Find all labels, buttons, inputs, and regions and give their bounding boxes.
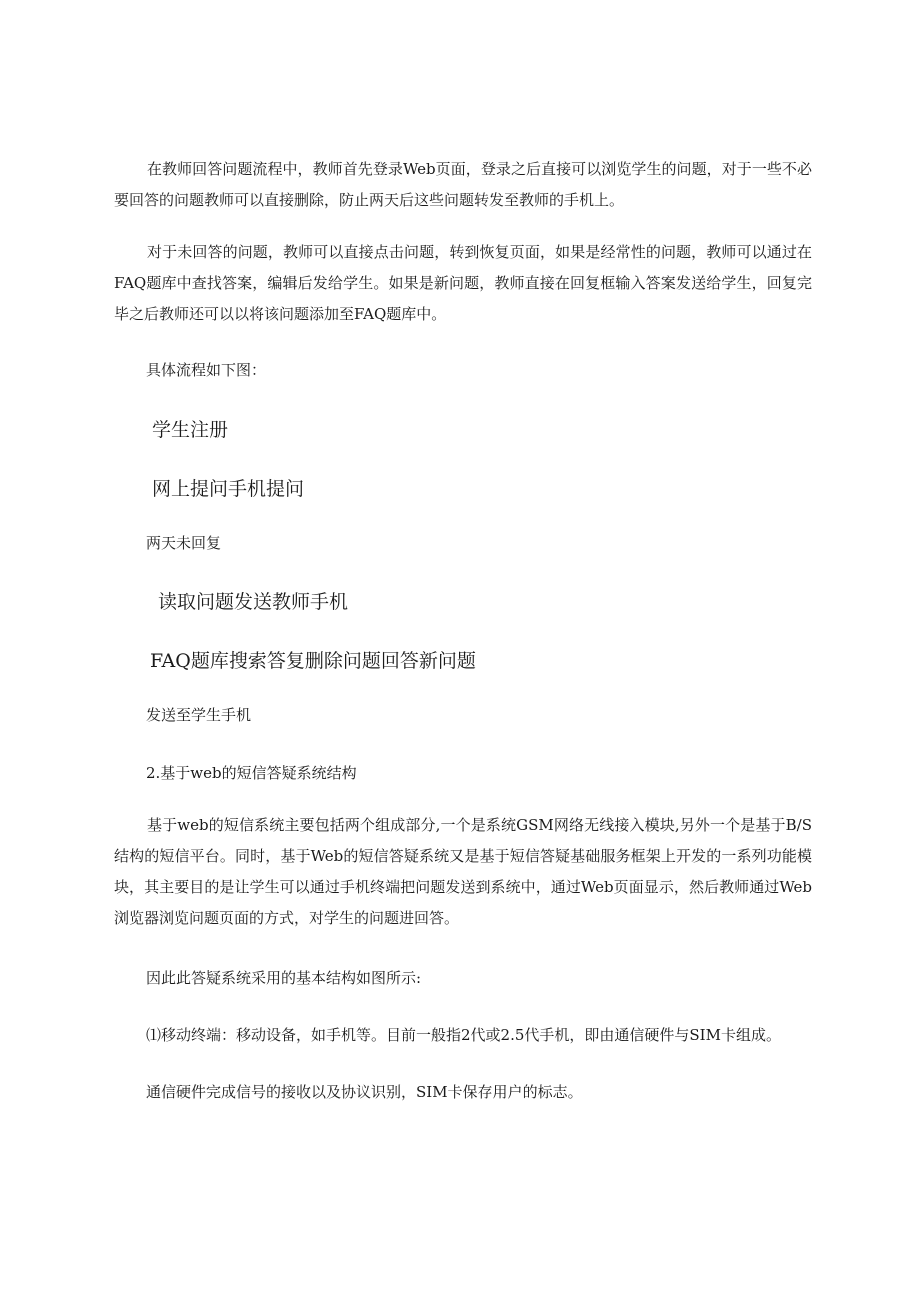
flow-step-student-register: 学生注册 [152, 419, 229, 441]
paragraph-unanswered-questions: 对于未回答的问题，教师可以直接点击问题，转到恢复页面，如果是经常性的问题，教师可以通过在FAQ题库中查找答案，编辑后发给学生。如果是新问题，教师直接在回复框输入答案发送给学生，回复完毕之后教师还可以以将该问题添加至FAQ题库中。 [114, 243, 812, 323]
paragraph-hardware-sim: 通信硬件完成信号的接收以及协议识别，SIM卡保存用户的标志。 [146, 1083, 583, 1101]
paragraph-flow-intro: 具体流程如下图： [146, 361, 267, 379]
paragraph-system-components: 基于web的短信系统主要包括两个组成部分,一个是系统GSM网络无线接入模块,另外一个是基于B/S结构的短信平台。同时，基于Web的短信答疑系统又是基于短信答疑基础服务框架上开发的一系列功能模块，其主要目的是让学生可以通过手机终端把问题发送到系统中，通过Web页面显示，然后教师通过Web浏览器浏览问题页面的方式，对学生的问题进回答。 [114, 816, 812, 927]
flow-step-ask-question: 网上提问手机提问 [152, 478, 305, 500]
flow-step-send-student-phone: 发送至学生手机 [146, 706, 252, 724]
paragraph-basic-structure: 因此此答疑系统采用的基本结构如图所示: [146, 969, 422, 987]
flow-step-faq-actions: FAQ题库搜索答复删除问题回答新问题 [150, 650, 476, 672]
flow-step-send-teacher-phone: 读取问题发送教师手机 [158, 591, 349, 613]
paragraph-mobile-terminal: ⑴移动终端：移动设备，如手机等。目前一般指2代或2.5代手机，即由通信硬件与SIM卡组成。 [146, 1026, 781, 1044]
section-heading-system-structure: 2.基于web的短信答疑系统结构 [146, 764, 357, 782]
flow-step-no-reply: 两天未回复 [146, 534, 222, 552]
paragraph-teacher-answer-flow: 在教师回答问题流程中，教师首先登录Web页面，登录之后直接可以浏览学生的问题，对于一些不必要回答的问题教师可以直接删除，防止两天后这些问题转发至教师的手机上。 [114, 160, 812, 209]
